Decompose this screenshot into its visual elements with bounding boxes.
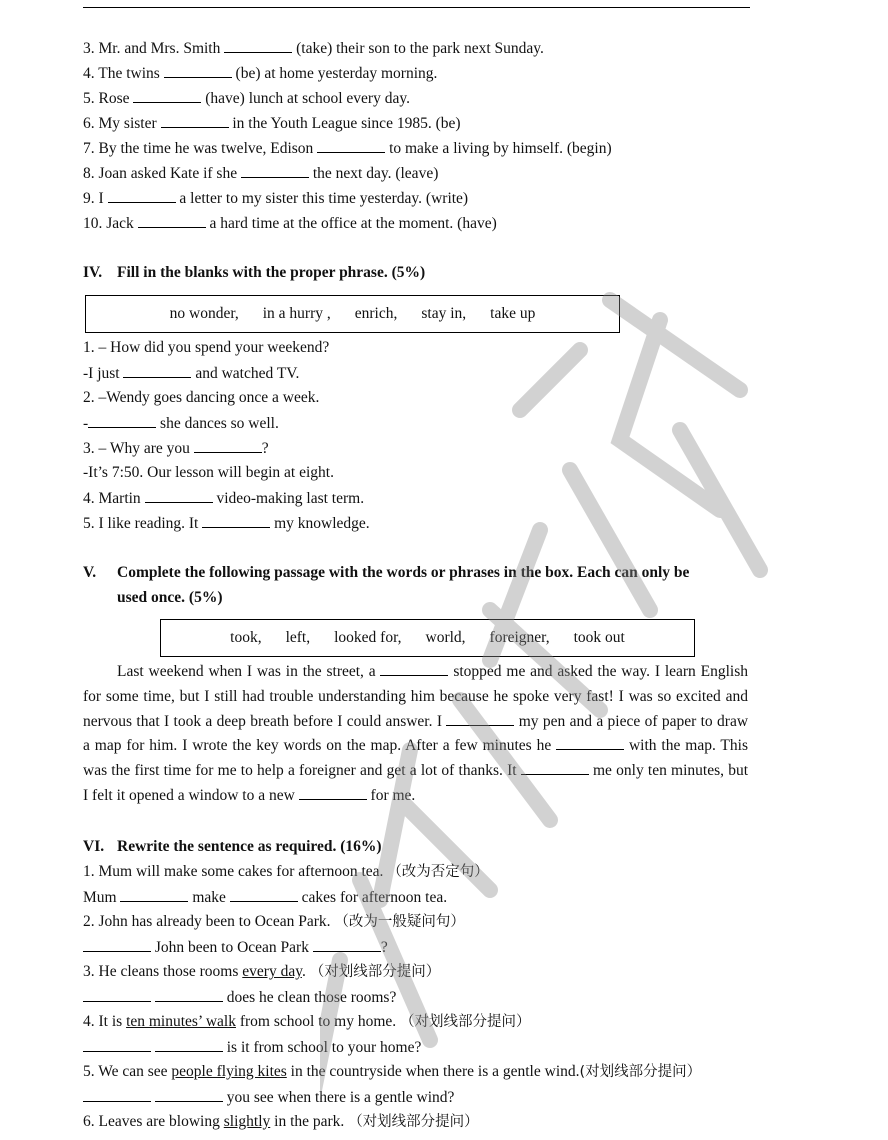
answer-blank[interactable] — [161, 113, 229, 128]
answer-blank[interactable] — [521, 760, 589, 775]
answer-blank[interactable] — [108, 188, 176, 203]
s4-line: -I just and watched TV. — [83, 365, 300, 382]
phrase-box — [85, 295, 620, 333]
section-4-heading: IV. Fill in the blanks with the proper phrase. (5%) — [83, 264, 426, 281]
item-10: 10. Jack a hard time at the office at the moment. (have) — [83, 215, 497, 232]
answer-blank[interactable] — [299, 785, 367, 800]
answer-blank[interactable] — [202, 513, 270, 528]
s4-line: 4. Martin video-making last term. — [83, 490, 365, 507]
answer-blank[interactable] — [380, 661, 448, 676]
s4-line: 5. I like reading. It my knowledge. — [83, 515, 370, 532]
item-3: 3. Mr. and Mrs. Smith (take) their son to the park next Sunday. — [83, 40, 544, 57]
top-rule — [83, 7, 750, 8]
box-word: world, — [425, 629, 466, 646]
answer-blank[interactable] — [133, 88, 201, 103]
question-3: 3. He cleans those rooms every day. （对划线部分提问） — [83, 963, 441, 980]
question-4: 4. It is ten minutes’ walk from school to my home. （对划线部分提问） — [83, 1013, 531, 1030]
box-word: stay in, — [421, 305, 467, 322]
answer-blank[interactable] — [138, 213, 206, 228]
passage: Last weekend when I was in the street, a stopped me and asked the way. I learn English for some time, but I still had trouble understanding him because he spoke very fast! I was so excited and nervous that I took a deep breath before I could answer. I my pen and a piece of paper to draw a map for him. I wrote the key words on the map. After a few minutes he with the map. This was the first time for me to help a foreigner and get a lot of thanks. It me only ten minutes, but I felt it opened a window to a new for me. — [83, 663, 749, 804]
answer-blank[interactable] — [230, 887, 298, 902]
box-word: enrich, — [354, 305, 398, 322]
watermark-stroke — [620, 320, 720, 510]
answer-2: John been to Ocean Park ? — [83, 937, 388, 957]
answer-blank[interactable] — [83, 1037, 151, 1052]
answer-1: Mum make cakes for afternoon tea. — [83, 889, 448, 906]
answer-5: you see when there is a gentle wind? — [83, 1087, 454, 1107]
s4-line: - she dances so well. — [83, 415, 279, 432]
s4-line: 1. – How did you spend your weekend? — [83, 339, 330, 356]
box-word: in a hurry , — [262, 305, 331, 322]
watermark-stroke — [520, 350, 580, 410]
answer-3: does he clean those rooms? — [83, 987, 396, 1007]
answer-blank[interactable] — [155, 1037, 223, 1052]
answer-blank[interactable] — [446, 711, 514, 726]
answer-blank[interactable] — [155, 987, 223, 1002]
box-word: took out — [573, 629, 625, 646]
word-box — [160, 619, 695, 657]
answer-blank[interactable] — [145, 488, 213, 503]
s4-line: 2. –Wendy goes dancing once a week. — [83, 389, 320, 406]
question-5: 5. We can see people flying kites in the countryside when there is a gentle wind.(对划线部分提问） — [83, 1063, 702, 1080]
answer-blank[interactable] — [83, 1087, 151, 1102]
section-6-heading: VI. Rewrite the sentence as required. (16%) — [83, 838, 382, 855]
item-5: 5. Rose (have) lunch at school every day. — [83, 90, 410, 107]
question-2: 2. John has already been to Ocean Park. （改为一般疑问句） — [83, 913, 465, 930]
item-7: 7. By the time he was twelve, Edison to make a living by himself. (begin) — [83, 140, 612, 157]
box-word: took, — [230, 629, 262, 646]
answer-blank[interactable] — [224, 38, 292, 53]
answer-blank[interactable] — [120, 887, 188, 902]
item-9: 9. I a letter to my sister this time yesterday. (write) — [83, 190, 469, 207]
item-6: 6. My sister in the Youth League since 1985. (be) — [83, 115, 461, 132]
answer-blank[interactable] — [313, 937, 381, 952]
answer-4: is it from school to your home? — [83, 1037, 421, 1057]
answer-blank[interactable] — [83, 987, 151, 1002]
watermark-stroke — [610, 300, 740, 390]
watermark-stroke — [570, 470, 650, 610]
s4-line: 3. – Why are you ? — [83, 440, 269, 457]
item-4: 4. The twins (be) at home yesterday morning. — [83, 65, 438, 82]
box-word: looked for, — [334, 629, 402, 646]
answer-blank[interactable] — [155, 1087, 223, 1102]
item-8: 8. Joan asked Kate if she the next day. (leave) — [83, 165, 439, 182]
answer-blank[interactable] — [88, 413, 156, 428]
answer-blank[interactable] — [83, 937, 151, 952]
answer-blank[interactable] — [317, 138, 385, 153]
box-word: take up — [490, 305, 536, 322]
section-5-heading-cont: used once. (5%) — [117, 589, 223, 606]
answer-blank[interactable] — [123, 363, 191, 378]
question-6: 6. Leaves are blowing slightly in the park. （对划线部分提问） — [83, 1113, 479, 1130]
answer-blank[interactable] — [194, 438, 262, 453]
question-1: 1. Mum will make some cakes for afternoon tea. （改为否定句） — [83, 863, 489, 880]
box-word: no wonder, — [169, 305, 239, 322]
s4-line: -It’s 7:50. Our lesson will begin at eight. — [83, 464, 334, 481]
answer-blank[interactable] — [556, 735, 624, 750]
box-word: foreigner, — [489, 629, 550, 646]
box-word: left, — [285, 629, 311, 646]
section-5-heading: V. Complete the following passage with the words or phrases in the box. Each can only be — [83, 564, 690, 581]
answer-blank[interactable] — [241, 163, 309, 178]
answer-blank[interactable] — [164, 63, 232, 78]
watermark-stroke — [680, 430, 760, 570]
